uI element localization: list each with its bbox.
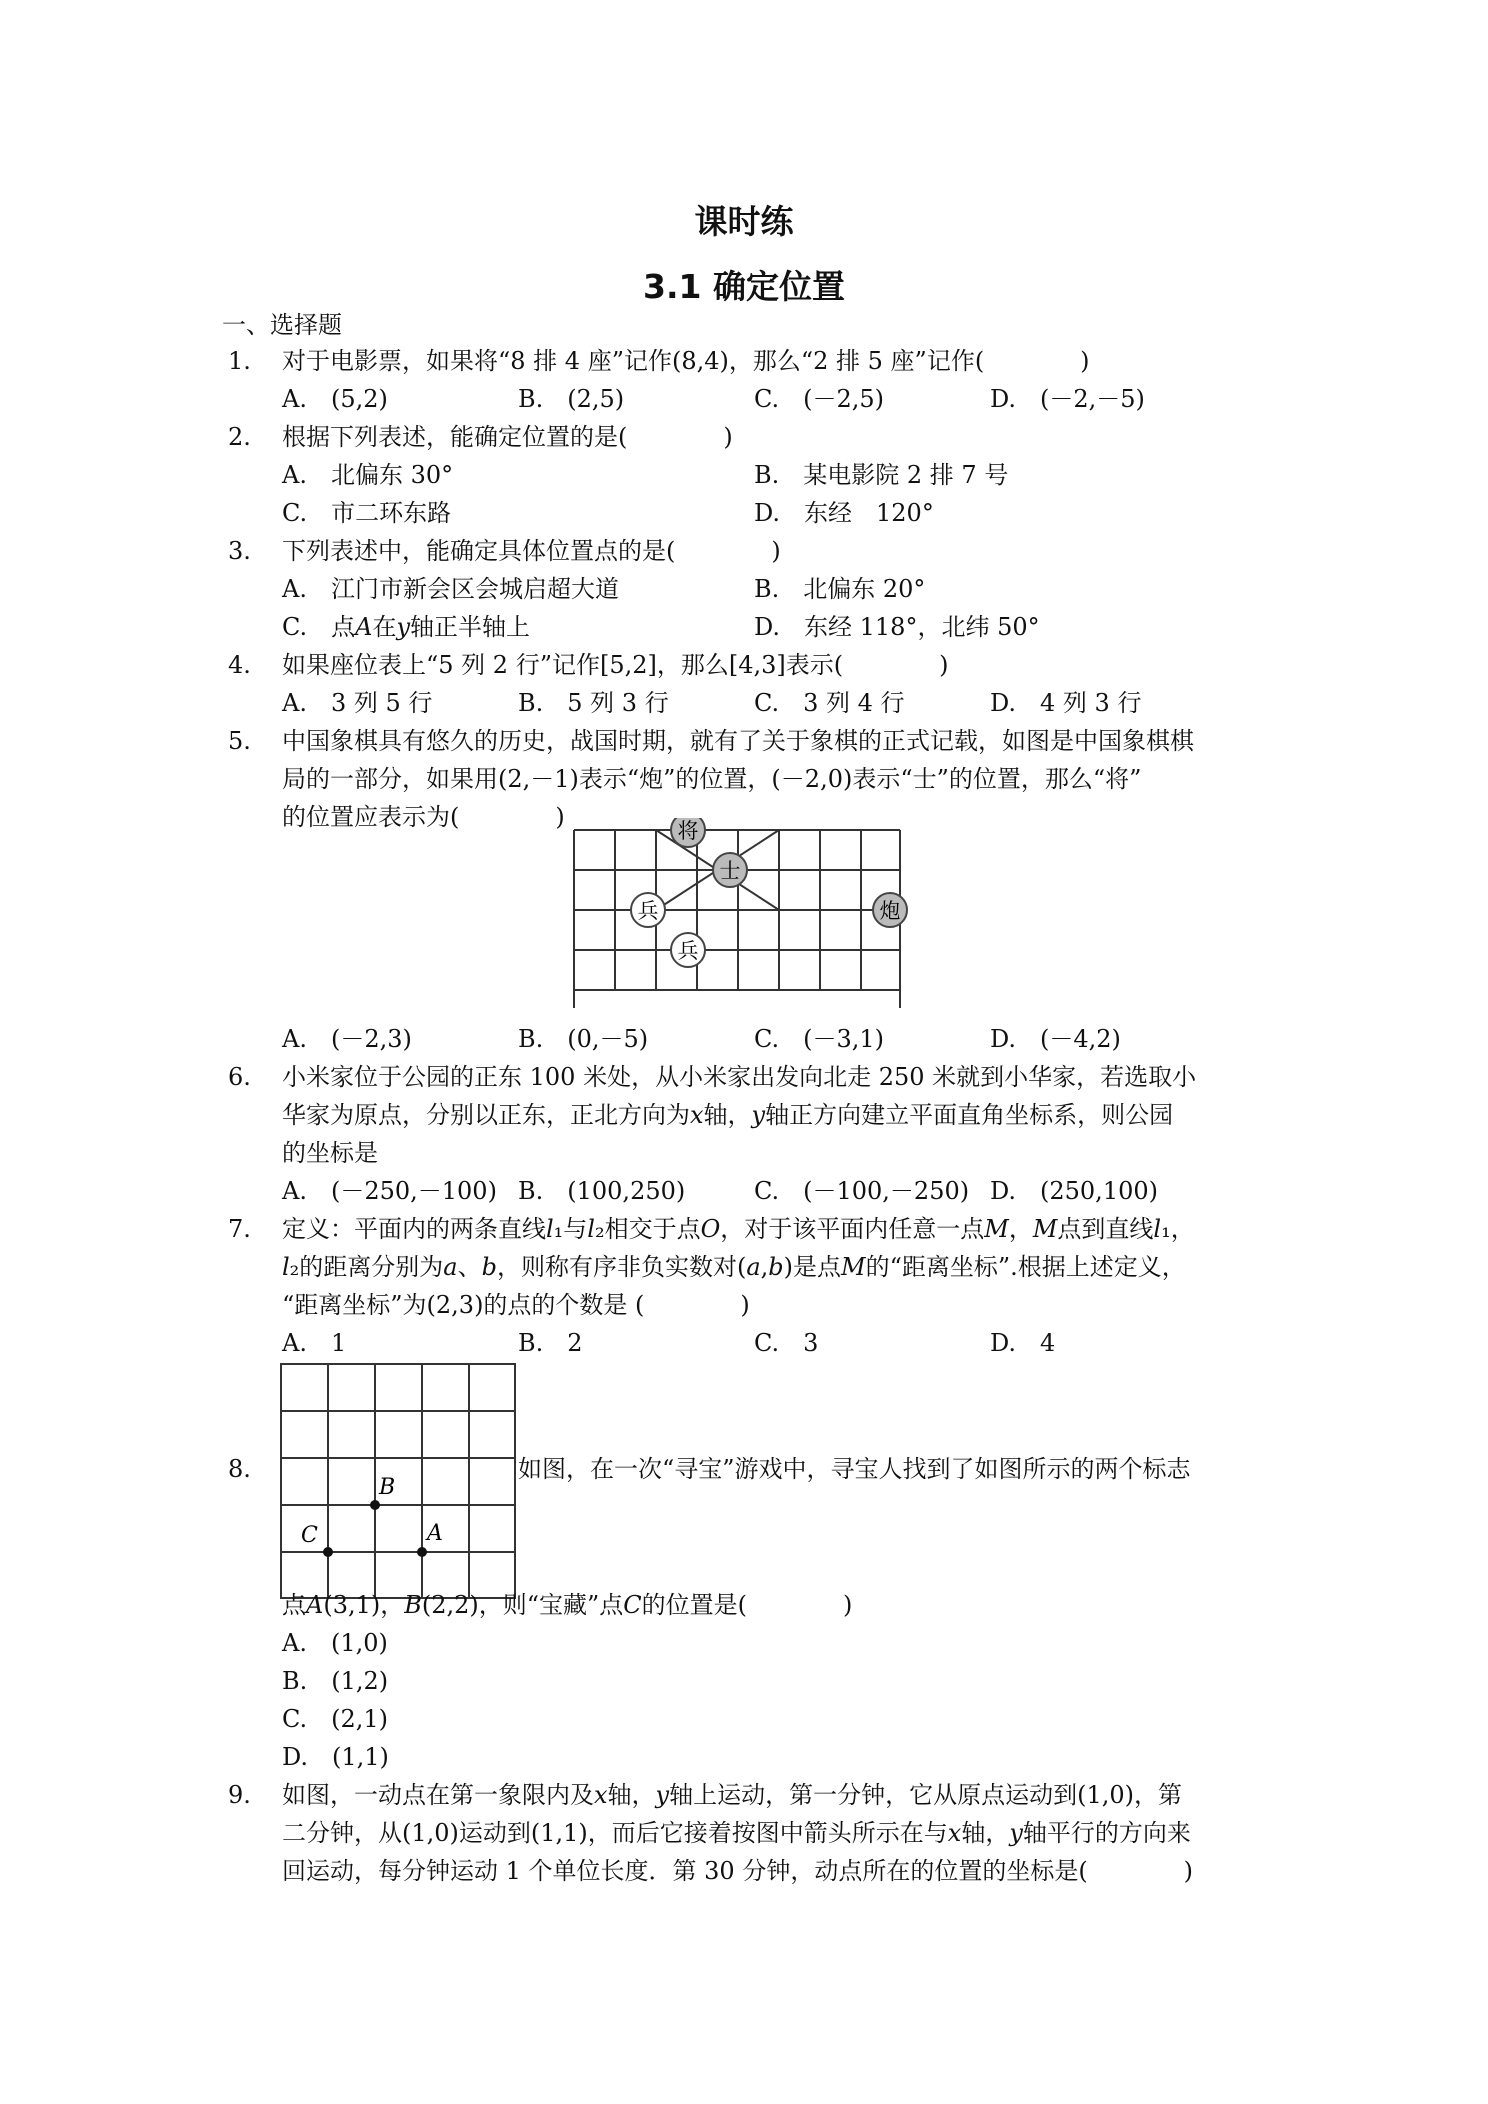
option-a: A. (5,2) bbox=[282, 385, 388, 413]
option-a: A. (－2,3) bbox=[282, 1025, 412, 1053]
option-c: C. 市二环东路 bbox=[282, 499, 452, 527]
question-number: 5. bbox=[228, 727, 251, 755]
option-b: B. (100,250) bbox=[518, 1177, 686, 1205]
question-text: 中国象棋具有悠久的历史，战国时期，就有了关于象棋的正式记载，如图是中国象棋棋 bbox=[282, 727, 1194, 755]
option-d: D. (1,1) bbox=[282, 1743, 389, 1771]
option-b: B. (2,5) bbox=[518, 385, 625, 413]
option-d: D. (－2,－5) bbox=[990, 385, 1145, 413]
option-c: C. (2,1) bbox=[282, 1705, 389, 1733]
question-number: 6. bbox=[228, 1063, 251, 1091]
question-text: “距离坐标”为(2,3)的点的个数是 ( ) bbox=[282, 1291, 750, 1319]
option-a: A. 江门市新会区会城启超大道 bbox=[282, 575, 619, 603]
option-c: C. 3 列 4 行 bbox=[754, 689, 905, 717]
question-number: 3. bbox=[228, 537, 251, 565]
option-d: D. 东经 118°，北纬 50° bbox=[754, 613, 1040, 641]
question-text: 点𝐴(3,1)，𝐵(2,2)，则“宝藏”点𝐶的位置是( ) bbox=[282, 1591, 853, 1619]
option-c: C. (－100,－250) bbox=[754, 1177, 970, 1205]
option-a: A. 3 列 5 行 bbox=[282, 689, 433, 717]
option-b: B. (0,－5) bbox=[518, 1025, 649, 1053]
question-text: 下列表述中，能确定具体位置点的是( ) bbox=[282, 537, 781, 565]
question-text: 𝑙₂的距离分别为𝑎、𝑏，则称有序非负实数对(𝑎,𝑏)是点𝑀的“距离坐标”.根据上述定义， bbox=[282, 1253, 1186, 1281]
section-heading: 一、选择题 bbox=[222, 311, 342, 339]
svg-text:将: 将 bbox=[677, 819, 699, 843]
point-a bbox=[417, 1547, 427, 1557]
svg-text:兵: 兵 bbox=[677, 939, 699, 963]
bing-piece bbox=[671, 933, 705, 967]
svg-text:士: 士 bbox=[719, 859, 741, 883]
option-a: A. (－250,－100) bbox=[282, 1177, 497, 1205]
option-d: D. 4 bbox=[990, 1329, 1056, 1357]
option-c: C. (－3,1) bbox=[754, 1025, 885, 1053]
question-number: 7. bbox=[228, 1215, 251, 1243]
option-c: C. 点𝐴在𝑦轴正半轴上 bbox=[282, 613, 531, 641]
option-a: A. 1 bbox=[282, 1329, 347, 1357]
option-a: A. 北偏东 30° bbox=[282, 461, 454, 489]
question-text: 定义：平面内的两条直线𝑙₁与𝑙₂相交于点𝑂，对于该平面内任意一点𝑀，𝑀点到直线𝑙₁， bbox=[282, 1215, 1195, 1243]
question-text: 对于电影票，如果将“8 排 4 座”记作(8,4)，那么“2 排 5 座”记作( ) bbox=[282, 347, 1090, 375]
question-text: 如图，一动点在第一象限内及𝑥轴，𝑦轴上运动，第一分钟，它从原点运动到(1,0)，第 bbox=[282, 1781, 1182, 1809]
option-b: B. 5 列 3 行 bbox=[518, 689, 669, 717]
option-b: B. (1,2) bbox=[282, 1667, 389, 1695]
option-b: B. 北偏东 20° bbox=[754, 575, 926, 603]
option-c: C. (－2,5) bbox=[754, 385, 885, 413]
svg-text:炮: 炮 bbox=[879, 899, 901, 923]
option-b: B. 某电影院 2 排 7 号 bbox=[754, 461, 1009, 489]
option-b: B. 2 bbox=[518, 1329, 583, 1357]
question-text: 华家为原点，分别以正东，正北方向为𝑥轴，𝑦轴正方向建立平面直角坐标系，则公园 bbox=[282, 1101, 1174, 1129]
option-c: C. 3 bbox=[754, 1329, 819, 1357]
question-number: 9. bbox=[228, 1781, 251, 1809]
bing-piece bbox=[631, 893, 665, 927]
option-d: D. (－4,2) bbox=[990, 1025, 1121, 1053]
jiang-piece bbox=[671, 818, 705, 847]
question-number: 4. bbox=[228, 651, 251, 679]
question-number: 2. bbox=[228, 423, 251, 451]
question-text: 根据下列表述，能确定位置的是( ) bbox=[282, 423, 733, 451]
point-b bbox=[370, 1500, 380, 1510]
option-d: D. 东经 120° bbox=[754, 499, 934, 527]
label-b: B bbox=[379, 1475, 396, 1500]
label-c: C bbox=[301, 1523, 318, 1548]
question-text: 二分钟，从(1,0)运动到(1,1)，而后它接着按图中箭头所示在与𝑥轴，𝑦轴平行的方向来 bbox=[282, 1819, 1191, 1847]
option-d: D. 4 列 3 行 bbox=[990, 689, 1142, 717]
point-c bbox=[323, 1547, 333, 1557]
chess-board-figure bbox=[570, 818, 910, 1008]
shi-piece bbox=[713, 853, 747, 887]
question-number: 1. bbox=[228, 347, 251, 375]
question-text: 回运动，每分钟运动 1 个单位长度．第 30 分钟，动点所在的位置的坐标是( ) bbox=[282, 1857, 1194, 1885]
treasure-grid-figure bbox=[279, 1362, 519, 1602]
question-text: 局的一部分，如果用(2,－1)表示“炮”的位置，(－2,0)表示“士”的位置，那么“将” bbox=[282, 765, 1142, 793]
page-title: 课时练 bbox=[694, 202, 794, 241]
question-text: 如果座位表上“5 列 2 行”记作[5,2]，那么[4,3]表示( ) bbox=[282, 651, 949, 679]
svg-text:兵: 兵 bbox=[637, 899, 659, 923]
option-d: D. (250,100) bbox=[990, 1177, 1158, 1205]
question-text: 小米家位于公园的正东 100 米处，从小米家出发向北走 250 米就到小华家，若选取小 bbox=[282, 1063, 1197, 1091]
question-text: 的坐标是 bbox=[282, 1139, 378, 1167]
question-text: 的位置应表示为( ) bbox=[282, 803, 565, 831]
page-subtitle: 3.1 确定位置 bbox=[643, 267, 845, 306]
question-text: 如图，在一次“寻宝”游戏中，寻宝人找到了如图所示的两个标志 bbox=[518, 1455, 1191, 1483]
question-number: 8. bbox=[228, 1455, 251, 1483]
option-a: A. (1,0) bbox=[282, 1629, 388, 1657]
label-a: A bbox=[427, 1521, 443, 1546]
pao-piece bbox=[873, 893, 907, 927]
